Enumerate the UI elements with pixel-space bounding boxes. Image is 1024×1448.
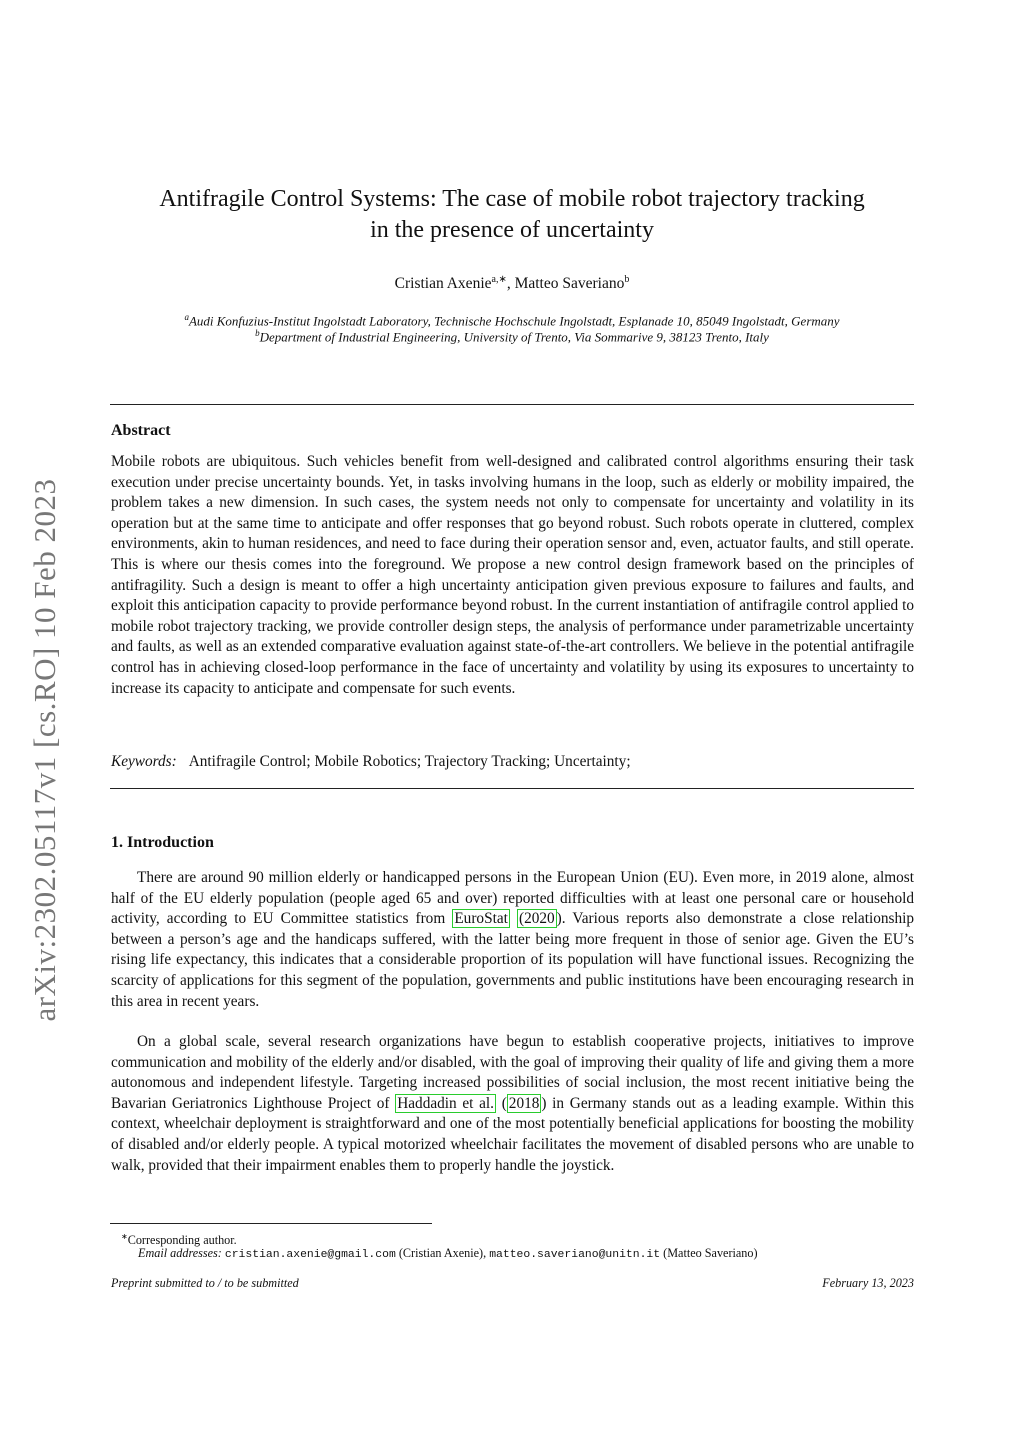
abstract-heading: Abstract — [111, 422, 171, 439]
citation-link-eurostat-year[interactable]: (2020 — [518, 910, 555, 928]
section-heading-introduction: 1. Introduction — [111, 834, 214, 851]
spacer-text — [510, 910, 517, 927]
title-line-2: in the presence of uncertainty — [370, 217, 654, 243]
title-line-1: Antifragile Control Systems: The case of mobile robot trajectory tracking — [159, 186, 865, 212]
footnote-text: Corresponding author. — [127, 1233, 237, 1248]
paragraph-text: ). Various reports also demonstrate a close relationship between a person’s age and the handicaps suffered, with the latter being more frequent in those of senior age. Given the EU’s rising life expectancy, this indicates that a considerable proportion of its population will have functional issues. Recognizing the scarcity of applications for this segment of the population, governments and public institutions have been encouraging research in this area in recent years. — [111, 910, 914, 1010]
paragraph-text: There are around 90 million elderly or handicapped persons in the European Union (EU). Even more, in 2019 alone, almost half of the EU elderly population (people aged 65 and over) reported difficulties with at least one personal care or household activity, according to EU Committee statistics from — [111, 869, 914, 928]
affiliation-text: Department of Industrial Engineering, University of Trento, Via Sommarive 9, 38123 Trento, Italy — [259, 329, 769, 345]
email-owner: (Cristian Axenie), — [395, 1246, 490, 1260]
abstract-top-rule — [110, 404, 914, 405]
email-link-axenie[interactable]: cristian.axenie@gmail.com — [224, 1249, 396, 1261]
intro-paragraph-1 — [111, 868, 914, 1012]
affiliation-mark: b — [255, 328, 260, 338]
email-label: Email addresses: — [138, 1246, 222, 1260]
arxiv-side-identifier: arXiv:2302.05117v1 [cs.RO] 10 Feb 2023 — [27, 478, 62, 1022]
affiliation-mark: a — [184, 312, 189, 322]
affiliation-a — [100, 312, 924, 329]
affiliation-text: Audi Konfuzius-Institut Ingolstadt Laboratory, Technische Hochschule Ingolstadt, Esplanade 10, 85049 Ingolstadt, Germany — [188, 313, 840, 329]
affiliation-b — [100, 328, 924, 345]
citation-link-haddadin-year[interactable]: 2018 — [508, 1094, 540, 1112]
abstract-text: Mobile robots are ubiquitous. Such vehicles benefit from well-designed and calibrated control algorithms ensuring their task execution under precise uncertainty bounds. Yet, in tasks involving humans in the loop, such as elderly or mobility impaired, the problem takes a new dimension. In such cases, the system needs not only to compensate for uncertainty and volatility in its operation but at the same time to anticipate and offer responses that go beyond robust. Such robots operate in cluttered, complex environments, akin to human residences, and need to face during their operation sensor and, even, actuator faults, and still operate. This is where our thesis comes into the foreground. We propose a new control design framework based on the principles of antifragility. Such a design is meant to offer a high uncertainty anticipation given previous exposure to failures and faults, and exploit this anticipation capacity to provide performance beyond robust. In the current instantiation of antifragile control applied to mobile robot trajectory tracking, we provide controller design steps, the analysis of performance under parametrizable uncertainty and faults, as well as an extended comparative evaluation against state-of-the-art controllers. We believe in the potential antifragile control has in achieving closed-loop performance in the face of uncertainty and volatility by using its exposures to uncertainty to increase its capacity to anticipate and compensate for such events. — [111, 453, 914, 697]
email-owner: (Matteo Saveriano) — [660, 1246, 758, 1260]
citation-link-eurostat[interactable]: EuroStat — [454, 910, 508, 928]
footnote-emails — [111, 1245, 941, 1263]
email-link-saveriano[interactable]: matteo.saveriano@unitn.it — [489, 1249, 661, 1261]
footnote-mark: ∗ — [121, 1232, 128, 1241]
abstract-bottom-rule — [110, 788, 914, 789]
intro-paragraph-2 — [111, 1032, 914, 1176]
author-separator: , — [506, 275, 515, 293]
keywords-text: Antifragile Control; Mobile Robotics; Trajectory Tracking; Uncertainty; — [188, 753, 631, 770]
author-affiliation-mark: a,∗ — [491, 274, 507, 285]
paragraph-text: ) in Germany stands out as a leading example. Within this context, wheelchair deployment is straightforward and one of the most potentially beneficial applications for boosting the mobility of disabled and/or elderly people. A typical motorized wheelchair facilitates the movement of disabled persons who are unable to walk, provided that their impairment enables them to properly handle the joystick. — [111, 1094, 914, 1174]
author-list — [110, 274, 914, 293]
author-name: Cristian Axenie — [394, 275, 492, 293]
paragraph-text: On a global scale, several research organizations have begun to establish cooperative projects, initiatives to improve communication and mobility of the elderly and/or disabled, with the goal of improving their quality of life and giving them a more autonomous and independent lifestyle. Targeting increased possibilities of social inclusion, the most recent initiative being the Bavarian Geriatronics Lighthouse Project of — [111, 1033, 914, 1112]
footer-date: February 13, 2023 — [822, 1276, 914, 1290]
keywords-label: Keywords: — [111, 753, 177, 770]
footer-submission-note: Preprint submitted to / to be submitted — [111, 1276, 299, 1290]
keywords — [111, 752, 914, 773]
footnote-rule — [110, 1223, 432, 1224]
author-name: Matteo Saveriano — [514, 275, 625, 293]
spacer-text: ( — [496, 1094, 507, 1112]
author-affiliation-mark: b — [624, 274, 630, 285]
paper-title — [110, 184, 914, 246]
citation-link-haddadin[interactable]: Haddadin et al. — [397, 1094, 494, 1112]
